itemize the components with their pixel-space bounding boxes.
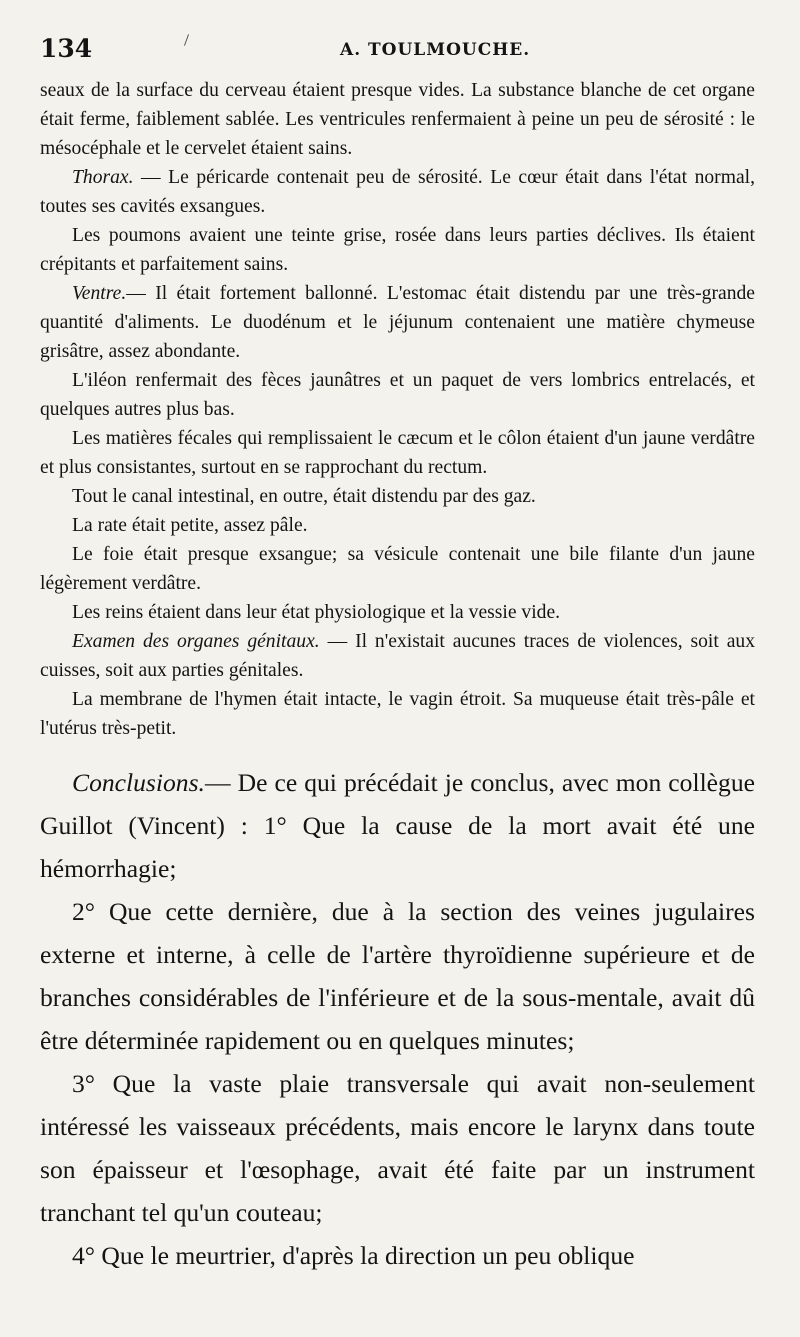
paragraph-text: — De ce qui précédait je conclus, avec mon collègue Guillot (Vincent) : 1° Que la cause de la mort avait été une hémorrhagie; xyxy=(40,768,755,883)
paragraph: 3° Que la vaste plaie transversale qui avait non-seulement intéressé les vaisseaux précédents, mais encore le larynx dans toute son épaisseur et l'œsophage, avait été faite par un instrument tranchant tel qu'un couteau; xyxy=(40,1069,755,1227)
paragraph-heading: Examen des organes génitaux. xyxy=(72,631,320,652)
paragraph-text: — Le péricarde contenait peu de sérosité. Le cœur était dans l'état normal, toutes ses cavités exsangues. xyxy=(40,167,755,217)
paragraph: Les poumons avaient une teinte grise, rosée dans leurs parties déclives. Ils étaient crépitants et parfaitement sains. xyxy=(40,225,755,275)
autopsy-section xyxy=(40,76,755,743)
paragraph: 2° Que cette dernière, due à la section des veines jugulaires externe et interne, à celle de l'artère thyroïdienne supérieure et de branches considérables de l'inférieure et de la sous-mentale, avait dû être déterminée rapidement ou en quelques minutes; xyxy=(40,897,755,1055)
paragraph: seaux de la surface du cerveau étaient presque vides. La substance blanche de cet organe était ferme, faiblement sablée. Les ventricules renfermaient à peine un peu de sérosité : le mésocéphale et le cervelet étaient sains. xyxy=(40,80,755,159)
paragraph-ventre xyxy=(40,279,755,366)
paragraph: Les reins étaient dans leur état physiologique et la vessie vide. xyxy=(72,602,561,623)
paragraph-heading: Ventre. xyxy=(72,283,127,304)
paragraph: Tout le canal intestinal, en outre, était distendu par des gaz. xyxy=(72,486,536,507)
paragraph-text: — Il n'existait aucunes traces de violences, soit aux cuisses, soit aux parties génitales. xyxy=(40,631,755,681)
paragraph: L'iléon renfermait des fèces jaunâtres et un paquet de vers lombrics entrelacés, et quelques autres plus bas. xyxy=(40,370,755,420)
margin-mark xyxy=(184,34,189,46)
paragraph-heading: Conclusions. xyxy=(72,768,205,797)
paragraph: La membrane de l'hymen était intacte, le vagin étroit. Sa muqueuse était très-pâle et l'utérus très-petit. xyxy=(40,689,755,739)
running-head: A. TOULMOUCHE. xyxy=(340,40,531,60)
conclusions-section xyxy=(40,761,755,1277)
paragraph: Le foie était presque exsangue; sa vésicule contenait une bile filante d'un jaune légèrement verdâtre. xyxy=(40,544,755,594)
page-header xyxy=(40,34,760,68)
paragraph-thorax xyxy=(40,163,755,221)
paragraph: Les matières fécales qui remplissaient le cæcum et le côlon étaient d'un jaune verdâtre et plus consistantes, surtout en se rapprochant du rectum. xyxy=(40,428,755,478)
body-text xyxy=(40,76,755,1277)
page-number: 134 xyxy=(40,34,93,63)
paragraph: 4° Que le meurtrier, d'après la direction un peu oblique xyxy=(72,1241,635,1270)
paragraph-heading: Thorax. xyxy=(72,167,134,188)
paragraph-text: — Il était fortement ballonné. L'estomac était distendu par une très-grande quantité d'aliments. Le duodénum et le jéjunum contenaient une matière chymeuse grisâtre, assez abondante. xyxy=(40,283,755,362)
paragraph: La rate était petite, assez pâle. xyxy=(72,515,308,536)
paragraph-conclusions xyxy=(40,761,755,890)
paragraph-examen xyxy=(40,627,755,685)
